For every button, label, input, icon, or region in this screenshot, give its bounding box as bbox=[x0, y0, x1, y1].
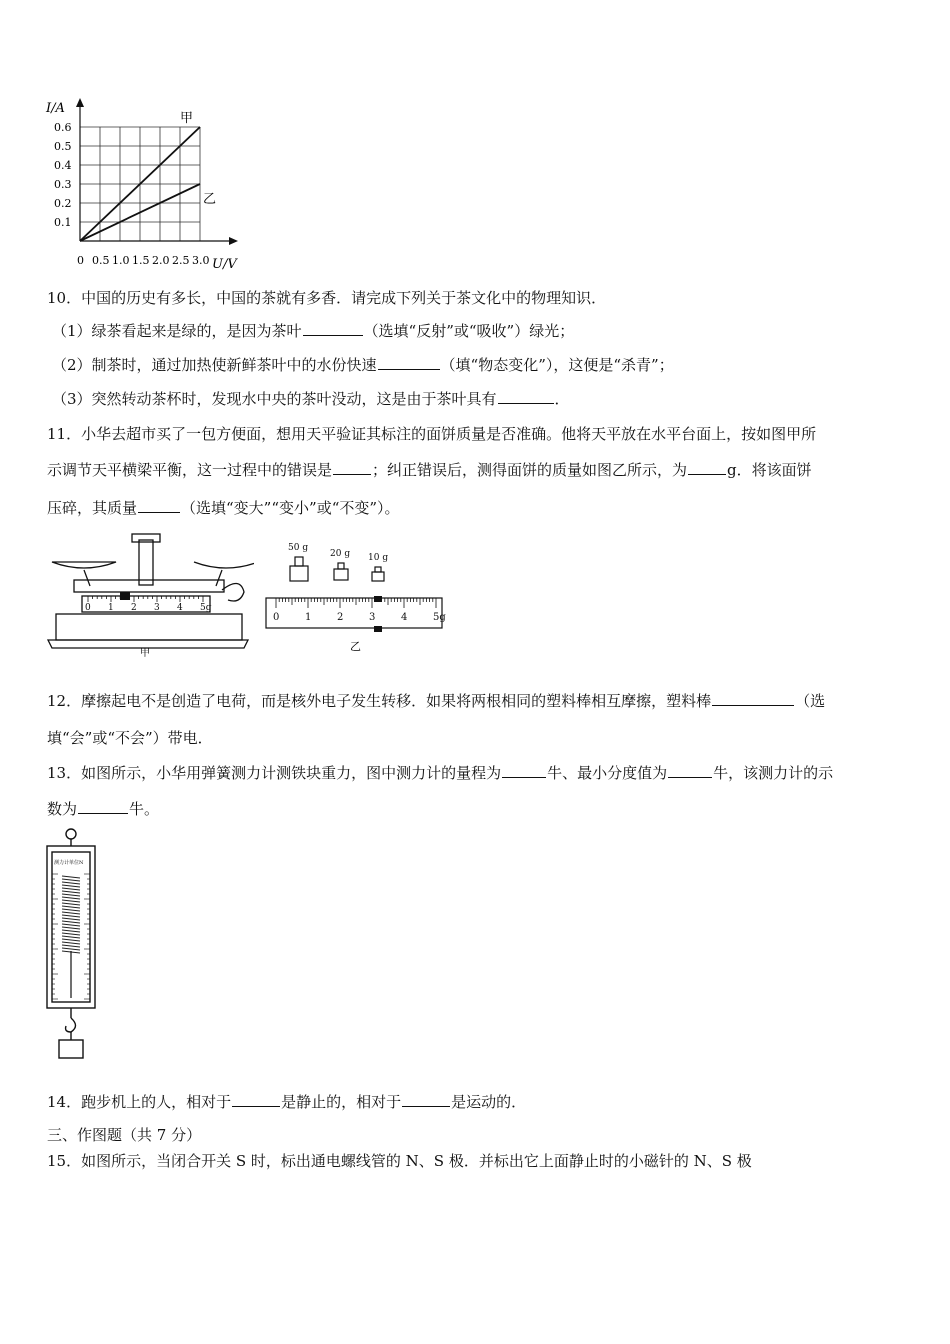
top-ring bbox=[66, 829, 76, 839]
y-tick-label: 0.1 bbox=[54, 216, 72, 229]
q14-blank-2[interactable] bbox=[402, 1092, 450, 1107]
x-axis-label: U/V bbox=[212, 257, 237, 272]
weight-label-20g: 20 g bbox=[330, 549, 351, 559]
right-pan bbox=[194, 562, 254, 568]
q12-line1-text-b: （选 bbox=[795, 692, 826, 710]
spring-coil bbox=[62, 915, 80, 917]
spring-coil bbox=[62, 900, 80, 902]
bottom-hook bbox=[66, 1018, 76, 1032]
spring-coil bbox=[62, 909, 80, 911]
x-tick-label: 2.0 bbox=[152, 254, 170, 267]
beam-tick-label: 0 bbox=[85, 603, 91, 613]
q13-line1-text-b: 牛、最小分度值为 bbox=[547, 764, 668, 782]
spring-coil bbox=[62, 891, 80, 893]
spring-coil bbox=[62, 894, 80, 896]
x-tick-label: 1.5 bbox=[132, 254, 150, 267]
beam-tick-label: 2 bbox=[131, 603, 137, 613]
weight-label-50g: 50 g bbox=[288, 543, 309, 553]
q11-line2 bbox=[47, 459, 812, 480]
q12-line2: 填“会”或“不会”）带电． bbox=[47, 729, 213, 747]
scale-tick-label: 1 bbox=[305, 612, 312, 623]
q11-line2-text-c: g．将该面饼 bbox=[727, 461, 812, 479]
q11-blank-3[interactable] bbox=[138, 498, 180, 513]
x-tick-label: 2.5 bbox=[172, 254, 190, 267]
q14-text-a: 14．跑步机上的人，相对于 bbox=[47, 1093, 232, 1111]
q10-stem: 10．中国的历史有多长，中国的茶就有多香．请完成下列关于茶文化中的物理知识． bbox=[47, 289, 607, 307]
spring-coil bbox=[62, 945, 80, 947]
q14-blank-1[interactable] bbox=[232, 1092, 280, 1107]
q11-line3 bbox=[47, 497, 400, 518]
q10-part1-text-a: （1）绿茶看起来是绿的，是因为茶叶 bbox=[52, 322, 302, 340]
x-tick-label: 1.0 bbox=[112, 254, 130, 267]
spring-coil bbox=[62, 933, 80, 935]
q13-line2-text-b: 牛。 bbox=[129, 800, 160, 818]
balance-figure bbox=[44, 530, 254, 660]
q11-line1: 11．小华去超市买了一包方便面，想用天平验证其标注的面饼质量是否准确。他将天平放在水平台面上，按如图甲所 bbox=[47, 425, 817, 443]
spring-coil bbox=[62, 918, 80, 920]
beam-scale bbox=[82, 596, 210, 612]
x-tick-label: 0 bbox=[77, 254, 84, 267]
q13-line2-text-a: 数为 bbox=[47, 800, 78, 818]
q11-line3-text-b: （选填“变大”“变小”或“不变”）。 bbox=[181, 499, 400, 517]
spring-coil bbox=[62, 888, 80, 890]
y-axis-label: I/A bbox=[46, 101, 65, 116]
q11-line2-text-b: ；纠正错误后，测得面饼的质量如图乙所示，为 bbox=[372, 461, 688, 479]
q11-line3-text-a: 压碎，其质量 bbox=[47, 499, 138, 517]
q10-part3-text-b: ． bbox=[554, 390, 570, 408]
q14-line bbox=[47, 1091, 526, 1112]
spring-coil bbox=[62, 876, 80, 878]
q11-blank-2[interactable] bbox=[688, 460, 726, 475]
q13-line1 bbox=[47, 762, 833, 783]
spring-coil bbox=[62, 927, 80, 929]
spring-coil bbox=[62, 879, 80, 881]
q10-part3-text-a: （3）突然转动茶杯时，发现水中央的茶叶没动，这是由于茶叶具有 bbox=[52, 390, 497, 408]
q15-text: 15．如图所示，当闭合开关 S 时，标出通电螺线管的 N、S 极．并标出它上面静止时的小磁针的 N、S 极 bbox=[47, 1152, 752, 1170]
spring-coil bbox=[62, 930, 80, 932]
q10-part1 bbox=[52, 320, 574, 341]
q10-part3 bbox=[52, 388, 570, 409]
scale-tick-label: 4 bbox=[401, 612, 408, 623]
y-tick-label: 0.5 bbox=[54, 140, 72, 153]
spring-coil bbox=[62, 924, 80, 926]
weight-50g bbox=[290, 566, 308, 581]
spring-coil bbox=[62, 885, 80, 887]
spring-scale-figure bbox=[40, 826, 100, 1062]
q10-part2-text-b: （填“物态变化”），这便是“杀青”； bbox=[440, 356, 674, 374]
q10-part1-text-b: （选填“反射”或“吸收”）绿光； bbox=[363, 322, 575, 340]
spring-coil bbox=[62, 906, 80, 908]
spring-coil bbox=[62, 903, 80, 905]
q13-blank-3[interactable] bbox=[78, 799, 128, 814]
spring-coil bbox=[62, 936, 80, 938]
spring-coil bbox=[62, 942, 80, 944]
scale-tick-label: 2 bbox=[337, 612, 344, 623]
scale-tick-label: 3 bbox=[369, 612, 376, 623]
q12-blank-1[interactable] bbox=[712, 691, 794, 706]
y-tick-label: 0.3 bbox=[54, 178, 72, 191]
weight-label-10g: 10 g bbox=[368, 553, 389, 563]
beam-tick-label: 1 bbox=[108, 603, 114, 613]
iu-graph bbox=[40, 98, 250, 276]
beam bbox=[74, 580, 224, 592]
spring-coil bbox=[62, 921, 80, 923]
spring-coil bbox=[62, 897, 80, 899]
spring-coil bbox=[62, 882, 80, 884]
scale-unit-label: 测力计单位N bbox=[54, 860, 84, 866]
q13-blank-1[interactable] bbox=[502, 763, 546, 778]
beam-tick-label: 5g bbox=[200, 603, 212, 613]
weights-figure bbox=[262, 538, 448, 658]
q12-line1-text-a: 12．摩擦起电不是创造了电荷，而是核外电子发生转移．如果将两根相同的塑料棒相互摩擦，塑料棒 bbox=[47, 692, 712, 710]
y-tick-label: 0.2 bbox=[54, 197, 72, 210]
iron-block bbox=[59, 1040, 83, 1058]
q13-blank-2[interactable] bbox=[668, 763, 712, 778]
q13-line1-text-a: 13．如图所示，小华用弹簧测力计测铁块重力，图中测力计的量程为 bbox=[47, 764, 502, 782]
q12-line1 bbox=[47, 690, 825, 711]
weight-10g bbox=[372, 572, 384, 581]
fig-label-jia: 甲 bbox=[140, 648, 150, 659]
beam-tick-label: 4 bbox=[177, 603, 183, 613]
beam-tick-label: 3 bbox=[154, 603, 160, 613]
line-label-yi: 乙 bbox=[203, 192, 217, 207]
q10-part2-text-a: （2）制茶时，通过加热使新鲜茶叶中的水份快速 bbox=[52, 356, 377, 374]
q13-line2 bbox=[47, 798, 159, 819]
q10-blank-3[interactable] bbox=[498, 389, 554, 404]
q11-line2-text-a: 示调节天平横梁平衡，这一过程中的错误是 bbox=[47, 461, 333, 479]
q10-blank-1[interactable] bbox=[303, 321, 363, 336]
q14-text-b: 是静止的，相对于 bbox=[281, 1093, 402, 1111]
q10-part2 bbox=[52, 354, 674, 375]
x-tick-label: 3.0 bbox=[192, 254, 210, 267]
balance-base bbox=[56, 614, 242, 640]
scale-tick-label: 0 bbox=[273, 612, 280, 623]
y-tick-label: 0.4 bbox=[54, 159, 72, 172]
q11-blank-1[interactable] bbox=[333, 460, 371, 475]
rider bbox=[374, 596, 382, 602]
scale-tick-label: 5g bbox=[433, 612, 446, 623]
q10-blank-2[interactable] bbox=[378, 355, 440, 370]
left-pan bbox=[52, 562, 116, 568]
q14-text-c: 是运动的． bbox=[451, 1093, 527, 1111]
section-3-heading: 三、作图题（共 7 分） bbox=[47, 1126, 202, 1144]
spring-coil bbox=[62, 948, 80, 950]
line-label-jia: 甲 bbox=[180, 111, 194, 126]
balance-column bbox=[139, 540, 153, 585]
spring-coil bbox=[62, 912, 80, 914]
spring-coil bbox=[62, 939, 80, 941]
fig-label-yi: 乙 bbox=[350, 640, 361, 653]
y-tick-label: 0.6 bbox=[54, 121, 72, 134]
x-tick-label: 0.5 bbox=[92, 254, 110, 267]
weight-20g bbox=[334, 569, 348, 580]
q13-line1-text-c: 牛，该测力计的示 bbox=[713, 764, 834, 782]
